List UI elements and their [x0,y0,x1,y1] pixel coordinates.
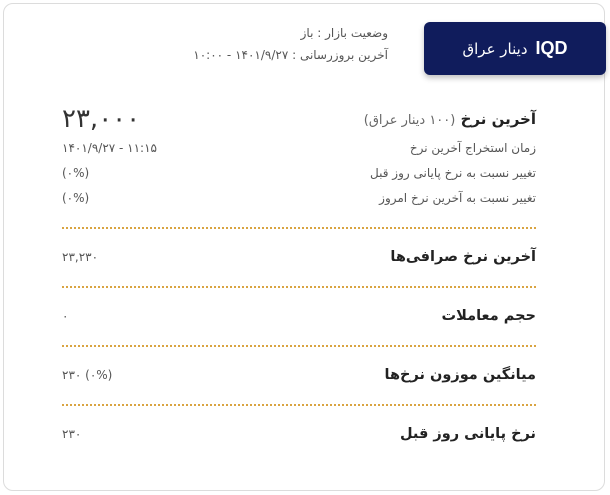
divider [62,404,536,406]
divider [62,286,536,288]
weighted-avg-value: ۲۳۰ (۰%) [62,368,113,382]
market-status-block [193,22,388,66]
stat-row [62,422,536,446]
stat-row [62,363,536,387]
detail-row [62,188,536,208]
prev-close-value: ۲۳۰ [62,427,82,441]
volume-label: حجم معاملات [441,308,536,324]
change-prev-close-value: (۰%) [62,166,90,180]
detail-row [62,138,536,158]
change-prev-close-label: تغییر نسبت به نرخ پایانی روز قبل [370,166,536,180]
currency-badge [424,22,606,75]
weighted-avg-label: میانگین موزون نرخ‌ها [384,367,536,383]
currency-name: دینار عراق [462,39,528,58]
exchange-rate-value: ۲۳,۲۳۰ [62,250,99,264]
exchange-rate-label: آخرین نرخ صرافی‌ها [390,249,536,265]
volume-value: ۰ [62,309,69,323]
extract-time-label: زمان استخراج آخرین نرخ [409,141,536,155]
last-update: آخرین بروزرسانی : ۱۴۰۱/۹/۲۷ - ۱۰:۰۰ [193,48,388,62]
detail-row [62,163,536,183]
stat-row [62,304,536,328]
latest-rate-title: آخرین نرخ [460,110,536,128]
change-today-label: تغییر نسبت به آخرین نرخ امروز [379,191,536,205]
extract-time-value: ۱۴۰۱/۹/۲۷ - ۱۱:۱۵ [62,141,157,155]
latest-rate-unit: (۱۰۰ دینار عراق) [363,113,456,128]
divider [62,227,536,229]
latest-rate-value: ۲۳,۰۰۰ [62,104,141,134]
currency-code: IQD [535,38,568,58]
latest-rate-label [364,110,536,128]
divider [62,345,536,347]
change-today-value: (۰%) [62,191,90,205]
stat-row [62,245,536,269]
latest-rate-row [62,103,536,135]
prev-close-label: نرخ پایانی روز قبل [399,426,536,442]
market-status: وضعیت بازار : باز [300,26,388,40]
